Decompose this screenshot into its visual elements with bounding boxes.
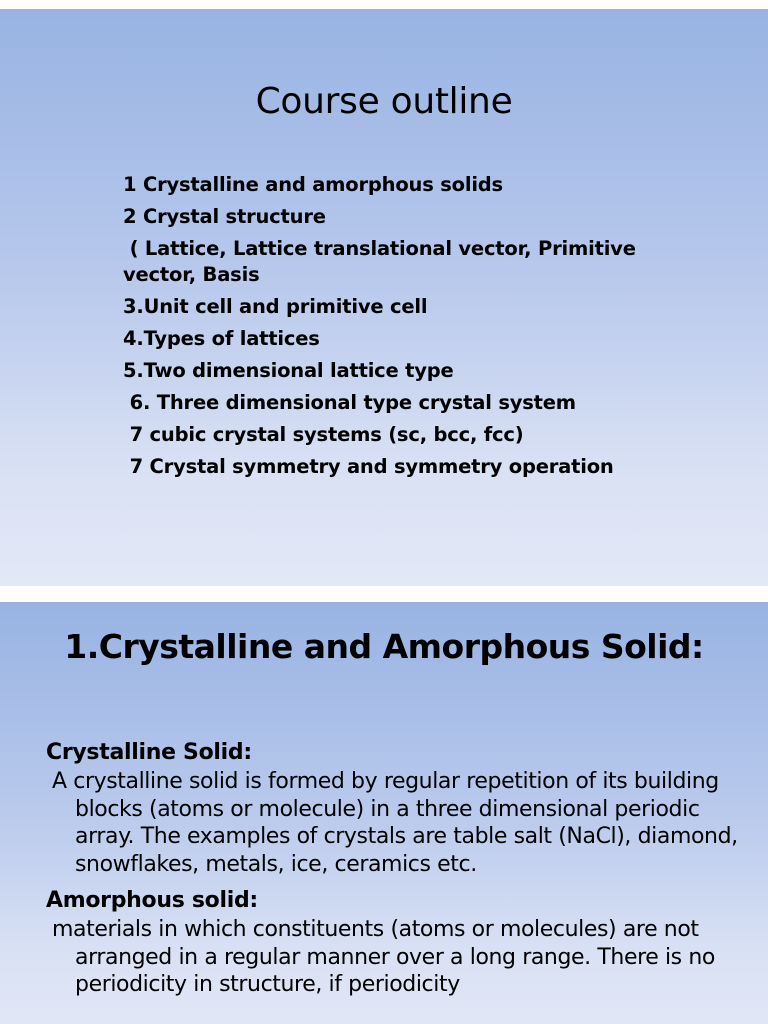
outline-item: 6. Three dimensional type crystal system	[123, 391, 576, 414]
outline-item: 2 Crystal structure	[123, 205, 326, 228]
outline-item: ( Lattice, Lattice translational vector, Primitive vector, Basis	[123, 237, 643, 286]
crystalline-text: A crystalline solid is formed by regular repetition of its building blocks (atoms or molecule) in a three dimensional periodic array. The examples of crystals are table salt (NaCl), diamond, snowflakes, metals, ice, ceramics etc.	[52, 769, 738, 877]
slide-body	[46, 738, 746, 1007]
outline-item: 5.Two dimensional lattice type	[123, 359, 454, 382]
amorphous-text: materials in which constituents (atoms or molecules) are not arranged in a regular manner over a long range. There is no periodicity in structure, if periodicity	[52, 917, 715, 997]
outline-item: 7 cubic crystal systems (sc, bcc, fcc)	[123, 423, 524, 446]
slide-course-outline	[0, 9, 768, 586]
outline-item: 3.Unit cell and primitive cell	[123, 295, 428, 318]
amorphous-heading: Amorphous solid:	[46, 888, 258, 913]
outline-item: 7 Crystal symmetry and symmetry operation	[123, 455, 614, 478]
slide-title: Course outline	[255, 81, 513, 122]
slide-title: 1.Crystalline and Amorphous Solid:	[64, 627, 704, 666]
outline-item: 1 Crystalline and amorphous solids	[123, 173, 503, 196]
outline-item: 4.Types of lattices	[123, 327, 320, 350]
course-outline-list	[123, 172, 663, 486]
slide-crystalline-amorphous	[0, 602, 768, 1024]
crystalline-heading: Crystalline Solid:	[46, 740, 252, 765]
